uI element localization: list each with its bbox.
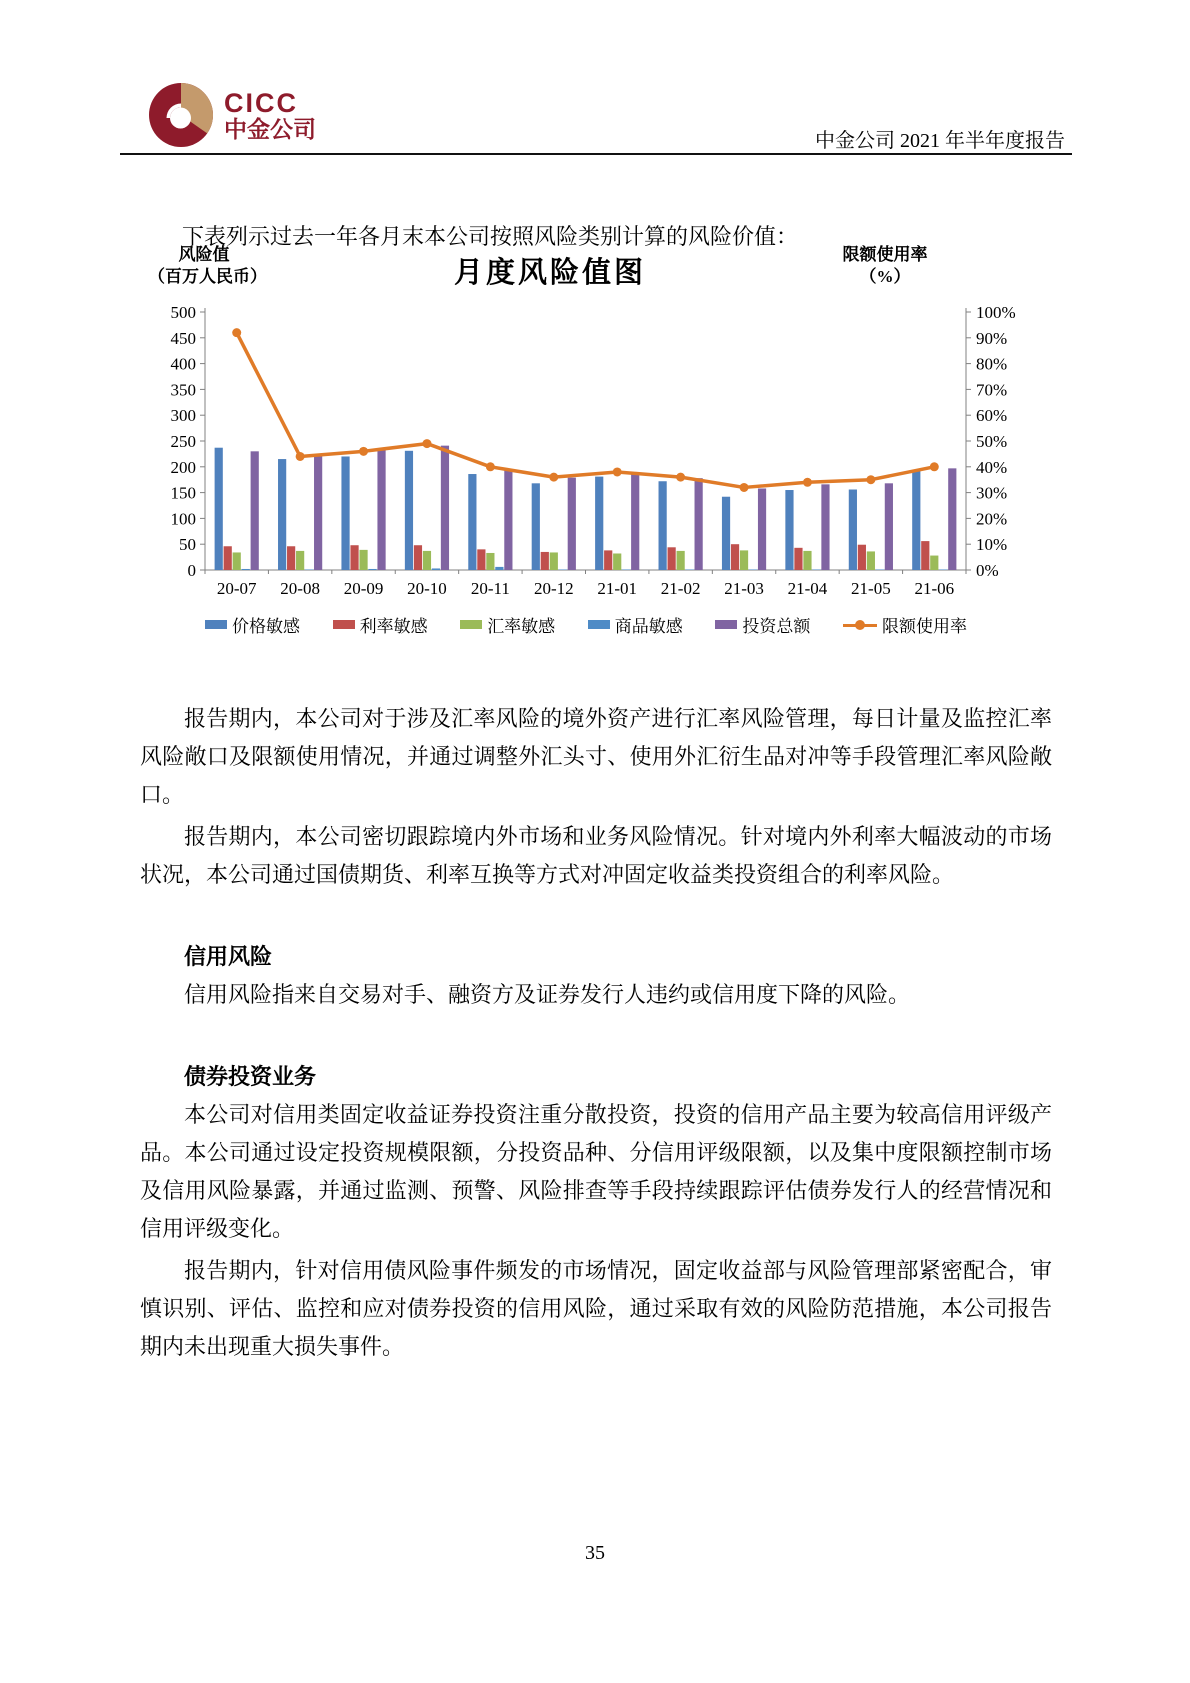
legend-label: 利率敏感 — [359, 617, 428, 636]
x-tick-label: 20-08 — [280, 579, 320, 598]
legend-label: 价格敏感 — [232, 617, 300, 636]
legend-item — [715, 612, 810, 637]
legend-line-swatch — [843, 620, 877, 630]
legend-color-swatch — [205, 620, 227, 629]
usage-line-marker — [359, 447, 368, 456]
chart-bar — [477, 549, 485, 570]
left-tick-label: 400 — [170, 354, 196, 374]
chart-bar — [948, 468, 956, 570]
chart-bar — [296, 551, 304, 570]
left-tick-label: 350 — [170, 380, 196, 400]
chart-bar — [504, 470, 512, 570]
left-tick-label: 100 — [170, 509, 196, 529]
right-tick-label: 10% — [976, 535, 1008, 555]
chart-bar — [677, 551, 685, 570]
chart-bar — [314, 456, 322, 570]
left-tick-label: 250 — [170, 432, 196, 451]
legend-item — [588, 612, 683, 637]
chart-bar — [604, 550, 612, 570]
chart-bar — [758, 488, 766, 570]
usage-line-marker — [486, 462, 495, 471]
chart-bar — [368, 569, 376, 570]
chart-bar — [215, 448, 223, 570]
usage-line — [237, 333, 935, 488]
x-tick-label: 20-11 — [470, 579, 510, 598]
chart-bar — [939, 569, 947, 570]
chart-bar — [287, 546, 295, 570]
x-tick-label: 20-12 — [533, 579, 574, 598]
cicc-logo-icon — [148, 82, 214, 148]
chart-bar — [242, 569, 250, 570]
legend-label: 投资总额 — [742, 617, 811, 636]
x-tick-label: 20-07 — [216, 579, 257, 598]
header-divider — [120, 153, 1072, 155]
chart-bar — [803, 551, 811, 570]
chart-bar — [722, 497, 730, 570]
legend-color-swatch — [715, 620, 737, 629]
usage-line-marker — [803, 478, 812, 487]
usage-line-marker — [422, 439, 431, 448]
monthly-var-chart — [150, 300, 1030, 610]
legend-item — [843, 612, 967, 637]
heading-credit-risk: 信用风险 — [184, 944, 273, 969]
heading-bond-investment: 债券投资业务 — [184, 1064, 317, 1089]
right-tick-label: 30% — [976, 483, 1008, 503]
chart-bar — [659, 481, 667, 570]
chart-bar — [568, 478, 576, 570]
chart-bar — [405, 451, 413, 570]
chart-bar — [486, 553, 494, 570]
chart-bar — [921, 541, 929, 570]
chart-bar — [858, 545, 866, 570]
legend-label: 限额使用率 — [881, 617, 967, 636]
chart-bar — [359, 550, 367, 570]
paragraph: 报告期内，本公司对于涉及汇率风险的境外资产进行汇率风险管理，每日计量及监控汇率风险敞口及限额使用情况，并通过调整外汇头寸、使用外汇衍生品对冲等手段管理汇率风险敞口。 — [140, 706, 1052, 807]
legend-color-swatch — [333, 620, 355, 629]
cicc-logo — [148, 82, 316, 148]
chart-bar — [423, 551, 431, 570]
left-tick-label: 200 — [170, 457, 196, 477]
paragraph: 报告期内，针对信用债风险事件频发的市场情况，固定收益部与风险管理部紧密配合，审慎识别、评估、监控和应对债券投资的信用风险，通过采取有效的风险防范措施，本公司报告期内未出现重大损失事件。 — [140, 1258, 1052, 1359]
chart-bar — [749, 569, 757, 570]
chart-bar — [849, 490, 857, 570]
chart-bar — [414, 545, 422, 570]
x-tick-label: 21-03 — [724, 579, 764, 598]
legend-item — [205, 612, 300, 637]
x-tick-label: 21-05 — [851, 579, 891, 598]
paragraph: 本公司对信用类固定收益证券投资注重分散投资，投资的信用产品主要为较高信用评级产品。本公司通过设定投资规模限额，分投资品种、分信用评级限额，以及集中度限额控制市场及信用风险暴露，并通过监测、预警、风险排查等手段持续跟踪评估债券发行人的经营情况和信用评级变化。 — [140, 1102, 1052, 1241]
chart-bar — [251, 451, 259, 570]
chart-bar — [930, 556, 938, 570]
chart-bar — [541, 552, 549, 570]
page-number: 35 — [585, 1542, 605, 1564]
chart-bar — [350, 545, 358, 570]
right-tick-label: 80% — [976, 354, 1008, 374]
usage-line-marker — [296, 452, 305, 461]
chart-bar — [595, 477, 603, 570]
logo-text-en: CICC — [224, 87, 298, 118]
chart-bar — [876, 569, 884, 570]
chart-bar — [785, 490, 793, 570]
usage-line-marker — [930, 462, 939, 471]
chart-bar — [812, 569, 820, 570]
left-tick-label: 500 — [170, 303, 196, 322]
right-tick-label: 90% — [976, 328, 1008, 348]
chart-legend — [205, 612, 967, 637]
chart-bar — [695, 478, 703, 570]
chart-bar — [559, 569, 567, 570]
x-tick-label: 20-10 — [407, 579, 447, 598]
chart-left-axis-title: 风险值 （百万人民币） — [148, 245, 267, 286]
right-tick-label: 20% — [976, 509, 1008, 529]
legend-color-swatch — [588, 620, 610, 629]
chart-bar — [613, 553, 621, 570]
chart-bar — [731, 544, 739, 570]
chart-bar — [233, 552, 241, 570]
legend-label: 商品敏感 — [614, 617, 683, 636]
legend-item — [460, 612, 555, 637]
chart-bar — [495, 567, 503, 570]
left-tick-label: 150 — [170, 483, 196, 503]
right-tick-label: 0% — [976, 561, 999, 580]
usage-line-marker — [866, 475, 875, 484]
paragraph: 报告期内，本公司密切跟踪境内外市场和业务风险情况。针对境内外利率大幅波动的市场状况，本公司通过国债期货、利率互换等方式对冲固定收益类投资组合的利率风险。 — [140, 824, 1052, 887]
left-tick-label: 450 — [170, 328, 196, 348]
chart-bar — [305, 569, 313, 570]
right-tick-label: 70% — [976, 380, 1008, 400]
left-tick-label: 0 — [187, 561, 196, 580]
chart-bar — [278, 459, 286, 570]
x-tick-label: 21-04 — [787, 579, 828, 598]
chart-bar — [622, 569, 630, 570]
report-header-title: 中金公司 2021 年半年度报告 — [815, 130, 1065, 152]
chart-bar — [631, 474, 639, 570]
right-tick-label: 40% — [976, 457, 1008, 477]
x-tick-label: 21-06 — [914, 579, 955, 598]
chart-bar — [532, 483, 540, 570]
chart-bar — [668, 547, 676, 570]
chart-bar — [912, 470, 920, 570]
x-tick-label: 20-09 — [343, 579, 384, 598]
usage-line-marker — [232, 328, 241, 337]
paragraph: 信用风险指来自交易对手、融资方及证券发行人违约或信用度下降的风险。 — [184, 982, 911, 1007]
chart-bar — [377, 449, 385, 570]
chart-bar — [441, 446, 449, 570]
legend-label: 汇率敏感 — [487, 617, 556, 636]
chart-bar — [794, 548, 802, 570]
x-tick-label: 21-02 — [660, 579, 701, 598]
body-text — [140, 700, 1052, 1370]
chart-title: 月度风险值图 — [453, 257, 646, 289]
right-tick-label: 60% — [976, 406, 1008, 426]
chart-bar — [341, 456, 349, 570]
right-tick-label: 50% — [976, 432, 1008, 451]
legend-color-swatch — [460, 620, 482, 629]
chart-bar — [740, 550, 748, 570]
chart-bar — [885, 483, 893, 570]
left-tick-label: 50 — [179, 535, 196, 555]
usage-line-marker — [740, 483, 749, 492]
legend-item — [333, 612, 428, 637]
right-tick-label: 100% — [976, 303, 1016, 322]
usage-line-marker — [613, 467, 622, 476]
chart-bar — [432, 568, 440, 570]
usage-line-marker — [676, 473, 685, 482]
chart-bar — [224, 546, 232, 570]
chart-bar — [821, 484, 829, 570]
chart-bar — [867, 551, 875, 570]
chart-right-axis-title: 限额使用率 （%） — [842, 245, 928, 286]
x-tick-label: 21-01 — [597, 579, 638, 598]
logo-text-zh: 中金公司 — [224, 116, 316, 143]
chart-bar — [468, 474, 476, 570]
left-tick-label: 300 — [170, 406, 196, 426]
intro-sentence: 下表列示过去一年各月末本公司按照风险类别计算的风险价值： — [182, 224, 799, 249]
chart-bar — [550, 552, 558, 570]
chart-bar — [686, 569, 694, 570]
usage-line-marker — [549, 473, 558, 482]
